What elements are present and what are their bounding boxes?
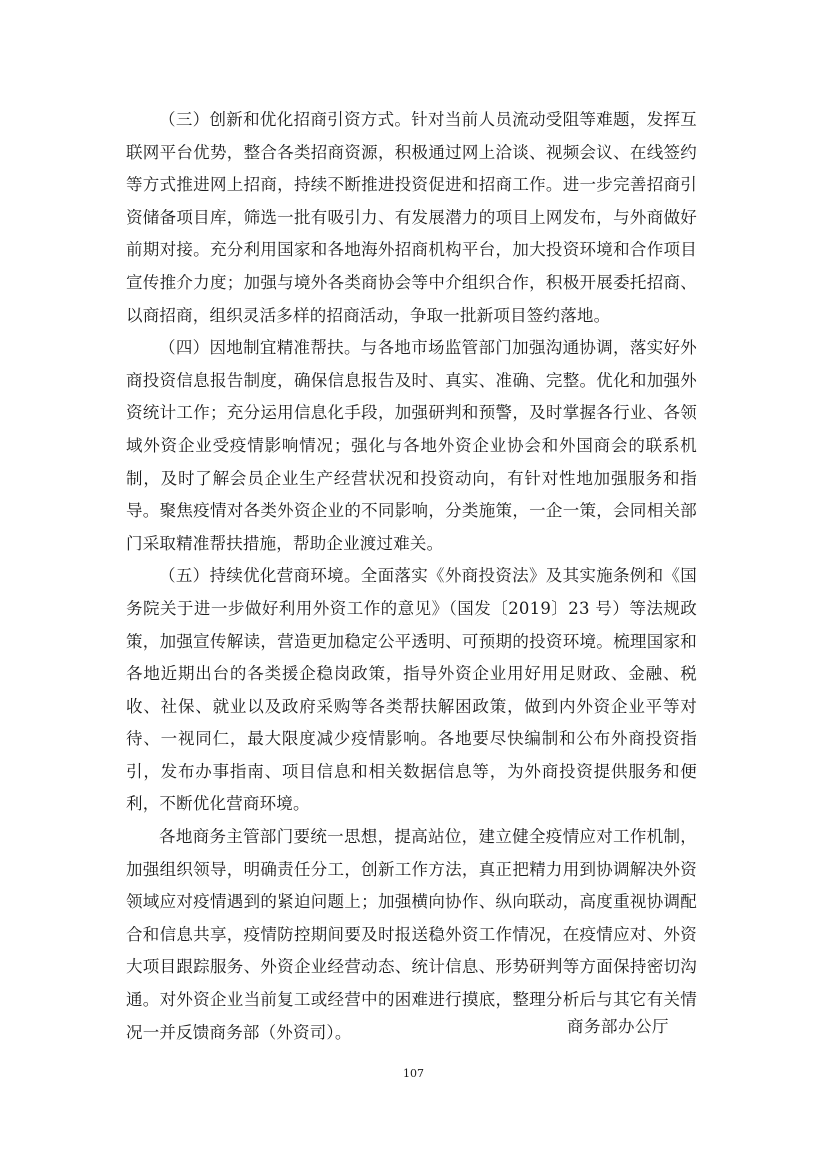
- issuer-signature: 商务部办公厅: [567, 1017, 669, 1036]
- paragraph-closing-instructions: 各地商务主管部门要统一思想，提高站位，建立健全疫情应对工作机制，加强组织领导，明确责任分工，创新工作方法，真正把精力用到协调解决外资领域应对疫情遇到的紧迫问题上；加强横向协作、纵向联动，高度重视协调配合和信息共享，疫情防控期间要及时报送稳外资工作情况，在疫情应对、外资大项目跟踪服务、外资企业经营动态、统计信息、形势研判等方面保持密切沟通。对外资企业当前复工或经营中的困难进行摸底，整理分析后与其它有关情况一并反馈商务部（外资司）。: [126, 827, 697, 1042]
- paragraph-attracting-investment: （三）创新和优化招商引资方式。针对当前人员流动受阻等难题，发挥互联网平台优势，整合各类招商资源，积极通过网上洽谈、视频会议、在线签约等方式推进网上招商，持续不断推进投资促进和招商工作。进一步完善招商引资储备项目库，筛选一批有吸引力、有发展潜力的项目上网发布，与外商做好前期对接。充分利用国家和各地海外招商机构平台，加大投资环境和合作项目宣传推介力度；加强与境外各类商协会等中介组织合作，积极开展委托招商、以商招商，组织灵活多样的招商活动，争取一批新项目签约落地。: [126, 110, 697, 325]
- page-number: 107: [403, 1067, 424, 1080]
- document-body: [126, 104, 697, 1049]
- paragraph-targeted-assistance: （四）因地制宜精准帮扶。与各地市场监管部门加强沟通协调，落实好外商投资信息报告制度，确保信息报告及时、真实、准确、完整。优化和加强外资统计工作；充分运用信息化手段，加强研判和预警，及时掌握各行业、各领域外资企业受疫情影响情况；强化与各地外资企业协会和外国商会的联系机制，及时了解会员企业生产经营状况和投资动向，有针对性地加强服务和指导。聚焦疫情对各类外资企业的不同影响，分类施策，一企一策，会同相关部门采取精准帮扶措施，帮助企业渡过难关。: [126, 338, 697, 553]
- paragraph-business-environment: （五）持续优化营商环境。全面落实《外商投资法》及其实施条例和《国务院关于进一步做好利用外资工作的意见》（国发〔2019〕23 号）等法规政策，加强宣传解读，营造更加稳定公平透明、可预期的投资环境。梳理国家和各地近期出台的各类援企稳岗政策，指导外资企业用好用足财政、金融、税收、社保、就业以及政府采购等各类帮扶解困政策，做到内外资企业平等对待、一视同仁，最大限度减少疫情影响。各地要尽快编制和公布外商投资指引，发布办事指南、项目信息和相关数据信息等，为外商投资提供服务和便利，不断优化营商环境。: [126, 566, 697, 814]
